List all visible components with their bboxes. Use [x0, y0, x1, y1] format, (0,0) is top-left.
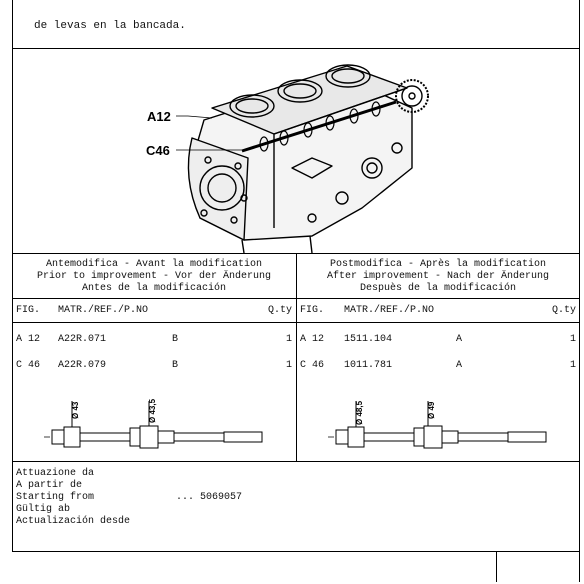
callout-a12: A12	[147, 109, 171, 124]
after-row-2-fig: C 46	[300, 360, 325, 371]
footer-line-1: Attuazione da	[16, 468, 95, 479]
after-caption-line-1: Postmodifica - Après la modification	[329, 259, 547, 270]
before-header-fig: FIG.	[16, 305, 41, 316]
after-row-1-variant: A	[456, 334, 463, 345]
before-dimension-2: Ø 43,5	[148, 398, 157, 423]
after-header-fig: FIG.	[300, 305, 325, 316]
page-tab-box	[496, 552, 580, 582]
before-dimension-1: Ø 43	[71, 401, 80, 419]
before-row-1-qty: 1	[285, 334, 292, 345]
camshaft-before-drawing	[14, 393, 294, 463]
after-row-2-qty: 1	[569, 360, 576, 371]
before-row-1-variant: B	[172, 334, 179, 345]
before-caption-line-3: Antes de la modificación	[81, 283, 227, 294]
footer-serial: ... 5069057	[176, 492, 243, 503]
after-row-1-qty: 1	[569, 334, 576, 345]
before-row-1-fig: A 12	[16, 334, 41, 345]
footer-line-4: Gültig ab	[16, 504, 71, 515]
camshaft-after-drawing	[298, 393, 578, 463]
before-caption-line-1: Antemodifica - Avant la modification	[45, 259, 263, 270]
after-row-1-fig: A 12	[300, 334, 325, 345]
after-caption-line-3: Despuès de la modificación	[359, 283, 517, 294]
after-dimension-1: Ø 48,5	[355, 400, 364, 425]
after-row-2-part: 1011.781	[344, 360, 393, 371]
before-row-1-part: A22R.071	[58, 334, 107, 345]
footer-line-3: Starting from	[16, 492, 95, 503]
after-dimension-2: Ø 49	[427, 401, 436, 419]
callout-c46: C46	[146, 143, 170, 158]
after-header-matr: MATR./REF./P.NO	[344, 305, 435, 316]
after-header-qty: Q.ty	[551, 305, 576, 316]
top-text: de levas en la bancada.	[34, 20, 186, 32]
before-header-matr: MATR./REF./P.NO	[58, 305, 149, 316]
after-row-2-variant: A	[456, 360, 463, 371]
before-caption-line-2: Prior to improvement - Vor der Änderung	[36, 271, 272, 282]
before-header-qty: Q.ty	[267, 305, 292, 316]
footer-line-5: Actualización desde	[16, 516, 131, 527]
footer-line-2: A partir de	[16, 480, 83, 491]
before-row-2-part: A22R.079	[58, 360, 107, 371]
before-row-2-variant: B	[172, 360, 179, 371]
engine-block-illustration	[12, 48, 580, 253]
before-row-2-fig: C 46	[16, 360, 41, 371]
before-row-2-qty: 1	[285, 360, 292, 371]
after-row-1-part: 1511.104	[344, 334, 393, 345]
after-caption-line-2: After improvement - Nach der Änderung	[326, 271, 550, 282]
